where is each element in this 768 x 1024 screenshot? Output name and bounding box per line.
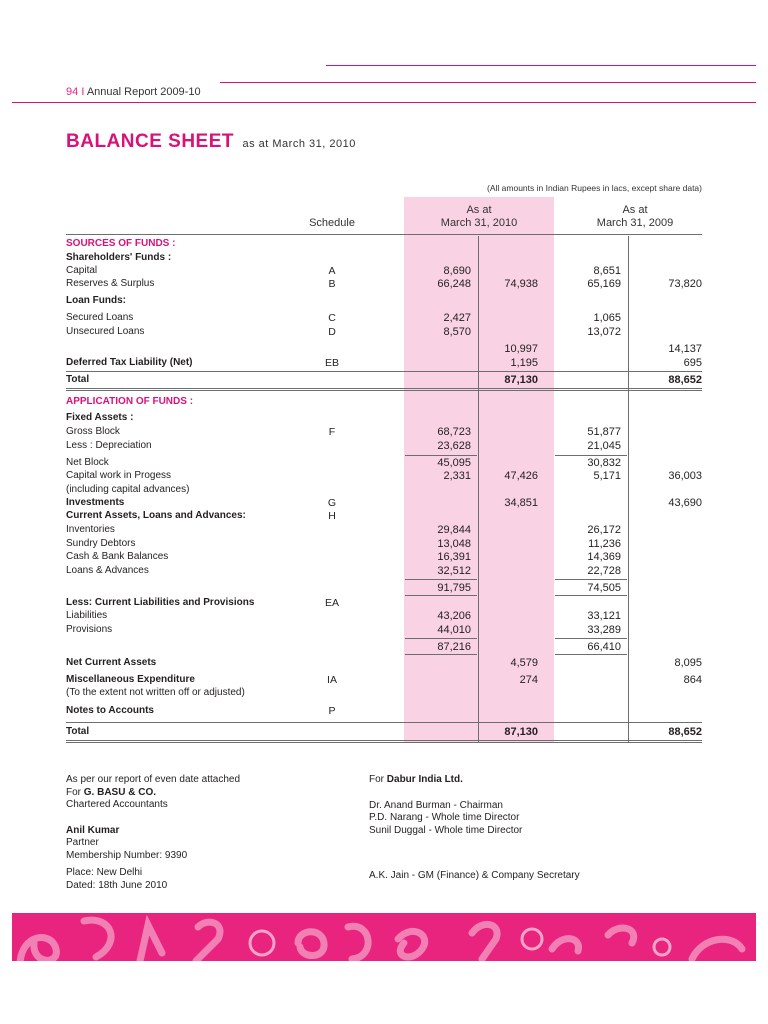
row-label: (To the extent not written off or adjusted) xyxy=(66,687,245,698)
row-value-c3: 30,832 xyxy=(587,457,621,469)
row-value-c3: 66,410 xyxy=(587,641,621,653)
row-value-c1: 91,795 xyxy=(437,582,471,594)
header-rule-bottom xyxy=(12,102,756,103)
row-value-c1: 29,844 xyxy=(437,524,471,536)
company-secretary: A.K. Jain - GM (Finance) & Company Secretary xyxy=(369,870,580,881)
row-value-c2: 1,195 xyxy=(510,357,538,369)
subtotal-rule xyxy=(555,455,627,456)
row-label: (including capital advances) xyxy=(66,484,190,495)
row-label: Net Block xyxy=(66,457,109,468)
header-rule-top xyxy=(326,65,756,66)
date: Dated: 18th June 2010 xyxy=(66,879,168,891)
row-label: Deferred Tax Liability (Net) xyxy=(66,357,193,368)
row-label: APPLICATION OF FUNDS : xyxy=(66,396,194,407)
row-value-c1: 43,206 xyxy=(437,610,471,622)
numeral-pattern-graphic xyxy=(12,913,756,961)
row-value-c2: 4,579 xyxy=(510,657,538,669)
row-schedule: C xyxy=(328,312,336,324)
row-value-c2: 47,426 xyxy=(504,470,538,482)
company-for: For xyxy=(369,774,387,785)
company-block xyxy=(369,774,522,837)
row-value-c1: 13,048 xyxy=(437,538,471,550)
signatory-director-1: P.D. Narang - Whole time Director xyxy=(369,812,520,823)
total-rule-2 xyxy=(66,390,702,391)
row-label: Fixed Assets : xyxy=(66,412,134,423)
row-value-c3: 33,121 xyxy=(587,610,621,622)
row-value-c2: 87,130 xyxy=(504,374,538,386)
row-value-c3: 33,289 xyxy=(587,624,621,636)
row-label: Capital xyxy=(66,265,98,276)
row-value-c1: 87,216 xyxy=(437,641,471,653)
row-value-c2: 10,997 xyxy=(504,343,538,355)
row-label: Less: Current Liabilities and Provisions xyxy=(66,597,255,608)
subtotal-rule xyxy=(555,654,627,655)
row-label: Inventories xyxy=(66,524,115,535)
place: Place: New Delhi xyxy=(66,867,143,878)
row-label: Reserves & Surplus xyxy=(66,278,155,289)
col-2009-line1: As at xyxy=(622,204,648,216)
row-value-c2: 74,938 xyxy=(504,278,538,290)
row-label: Total xyxy=(66,374,90,385)
row-value-c3: 13,072 xyxy=(587,326,621,338)
row-value-c4: 695 xyxy=(683,357,702,369)
row-value-c3: 26,172 xyxy=(587,524,621,536)
col-2009-line2: March 31, 2009 xyxy=(596,217,674,229)
row-label: Notes to Accounts xyxy=(66,705,154,716)
amounts-note: (All amounts in Indian Rupees in lacs, except share data) xyxy=(487,183,702,193)
row-value-c1: 44,010 xyxy=(437,624,471,636)
row-value-c3: 21,045 xyxy=(587,440,621,452)
membership-number: Membership Number: 9390 xyxy=(66,849,188,861)
auditor-firm: G. BASU & CO. xyxy=(83,786,157,798)
row-schedule: A xyxy=(328,265,336,277)
row-value-c2: 274 xyxy=(519,674,538,686)
row-value-c1: 32,512 xyxy=(437,565,471,577)
auditor-line2 xyxy=(66,787,240,800)
schedule-header: Schedule xyxy=(309,217,355,229)
row-value-c1: 66,248 xyxy=(437,278,471,290)
company-line xyxy=(369,774,522,787)
subtotal-rule xyxy=(405,341,477,342)
row-value-c3: 11,236 xyxy=(588,538,621,550)
row-schedule: B xyxy=(328,278,336,290)
report-title: Annual Report 2009-10 xyxy=(86,86,201,98)
subtotal-rule xyxy=(405,455,477,456)
auditor-for: For xyxy=(66,786,84,798)
auditor-line3: Chartered Accountants xyxy=(66,799,168,810)
col-2010-line2: March 31, 2010 xyxy=(440,217,518,229)
row-value-c1: 8,690 xyxy=(443,265,471,277)
col-divider-1 xyxy=(478,236,479,742)
row-value-c1: 68,723 xyxy=(437,426,471,438)
row-label: Unsecured Loans xyxy=(66,326,145,337)
row-label: Shareholders' Funds : xyxy=(66,252,172,263)
row-value-c3: 8,651 xyxy=(593,265,621,277)
subtotal-rule xyxy=(405,595,477,596)
page-number: 94 xyxy=(66,86,79,98)
page-header xyxy=(66,86,201,98)
header-rule-mid xyxy=(220,82,756,83)
subtotal-rule xyxy=(555,638,627,639)
row-value-c4: 43,690 xyxy=(668,497,702,509)
row-label: Provisions xyxy=(66,624,113,635)
row-value-c3: 74,505 xyxy=(587,582,621,594)
partner-role: Partner xyxy=(66,837,99,848)
row-label: Loans & Advances xyxy=(66,565,149,576)
col-divider-2 xyxy=(628,236,629,742)
row-label: Net Current Assets xyxy=(66,657,157,668)
row-value-c1: 2,427 xyxy=(443,312,471,324)
auditor-line1: As per our report of even date attached xyxy=(66,774,240,785)
row-schedule: H xyxy=(328,510,336,522)
title-sub: as at March 31, 2010 xyxy=(242,138,356,150)
row-schedule: F xyxy=(328,426,336,438)
row-value-c1: 8,570 xyxy=(443,326,471,338)
row-label: Cash & Bank Balances xyxy=(66,551,169,562)
subtotal-rule xyxy=(405,579,477,580)
row-label: Sundry Debtors xyxy=(66,538,136,549)
row-value-c4: 14,137 xyxy=(668,343,702,355)
row-label: Secured Loans xyxy=(66,312,134,323)
subtotal-rule xyxy=(555,595,627,596)
subtotal-rule xyxy=(405,654,477,655)
signatory-director-2: Sunil Duggal - Whole time Director xyxy=(369,824,523,836)
row-value-c3: 14,369 xyxy=(587,551,621,563)
row-label: Less : Depreciation xyxy=(66,440,152,451)
row-value-c3: 51,877 xyxy=(587,426,621,438)
title-main: BALANCE SHEET xyxy=(66,131,235,152)
row-schedule: G xyxy=(327,497,337,509)
auditor-block xyxy=(66,774,240,892)
sources-rule xyxy=(66,371,702,372)
row-label: Liabilities xyxy=(66,610,108,621)
row-schedule: P xyxy=(328,705,336,717)
application-rule-bottom-2 xyxy=(66,742,702,743)
header-separator: I xyxy=(81,86,85,98)
row-value-c4: 73,820 xyxy=(668,278,702,290)
col-2009-header xyxy=(560,204,710,230)
row-label: Miscellaneous Expenditure xyxy=(66,674,195,685)
row-value-c1: 45,095 xyxy=(437,457,471,469)
decorative-banner xyxy=(12,913,756,961)
row-value-c3: 1,065 xyxy=(593,312,621,324)
row-value-c4: 8,095 xyxy=(674,657,702,669)
row-schedule: EA xyxy=(324,597,339,609)
partner-name: Anil Kumar xyxy=(66,824,120,836)
application-rule-bottom xyxy=(66,740,702,741)
row-label: SOURCES OF FUNDS : xyxy=(66,238,176,249)
row-value-c3: 5,171 xyxy=(593,470,621,482)
row-value-c2: 87,130 xyxy=(504,726,538,738)
col-2010-line1: As at xyxy=(466,204,492,216)
row-value-c4: 88,652 xyxy=(668,726,702,738)
row-value-c3: 65,169 xyxy=(587,278,621,290)
row-value-c1: 23,628 xyxy=(437,440,471,452)
signatory-chairman: Dr. Anand Burman - Chairman xyxy=(369,799,503,811)
page-title xyxy=(66,131,356,153)
row-label: Current Assets, Loans and Advances: xyxy=(66,510,246,521)
row-value-c2: 34,851 xyxy=(504,497,538,509)
row-value-c4: 36,003 xyxy=(668,470,702,482)
row-label: Gross Block xyxy=(66,426,120,437)
row-value-c3: 22,728 xyxy=(587,565,621,577)
row-label: Total xyxy=(66,726,90,737)
row-schedule: D xyxy=(328,326,336,338)
row-value-c4: 88,652 xyxy=(668,374,702,386)
row-schedule: IA xyxy=(327,674,337,686)
row-label: Investments xyxy=(66,497,125,508)
table-top-rule xyxy=(66,234,702,235)
subtotal-rule xyxy=(555,579,627,580)
row-label: Capital work in Progess xyxy=(66,470,172,481)
col-2010-header xyxy=(404,204,554,230)
row-value-c1: 16,391 xyxy=(437,551,471,563)
row-value-c4: 864 xyxy=(683,674,702,686)
subtotal-rule xyxy=(405,638,477,639)
total-rule xyxy=(66,388,702,389)
company-name: Dabur India Ltd. xyxy=(386,774,463,785)
row-schedule: EB xyxy=(324,357,339,369)
row-value-c1: 2,331 xyxy=(443,470,471,482)
row-label: Loan Funds: xyxy=(66,295,126,306)
application-rule-top xyxy=(66,722,702,723)
